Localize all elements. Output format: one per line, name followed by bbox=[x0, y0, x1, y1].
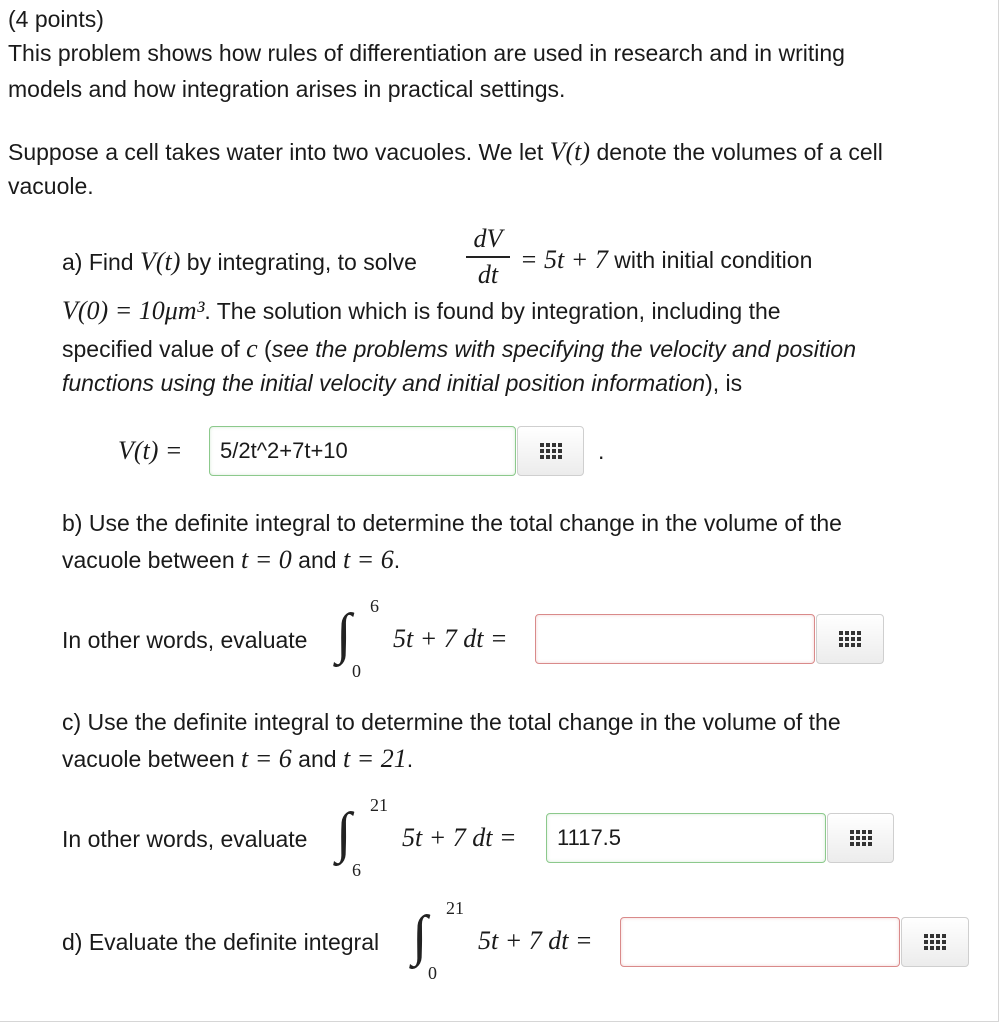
lower-limit-d: 0 bbox=[428, 963, 437, 983]
part-b-end: . bbox=[393, 547, 401, 573]
setup-text-a: Suppose a cell takes water into two vacuoles. We let bbox=[8, 139, 550, 165]
intro-line-1: This problem shows how rules of differentiation are used in research and in writing bbox=[8, 40, 845, 66]
setup-line-1 bbox=[8, 137, 883, 167]
part-c-evaluate: In other words, evaluate bbox=[62, 826, 308, 852]
part-c-cond-1: t = 6 bbox=[241, 744, 292, 773]
setup-line-2: vacuole. bbox=[8, 173, 94, 199]
palette-button-c[interactable] bbox=[827, 813, 894, 863]
integrand-d: 5t + 7 dt = bbox=[478, 926, 593, 955]
part-a-rhs bbox=[520, 245, 812, 275]
part-a-vt: V(t) bbox=[139, 247, 181, 276]
lower-limit-b: 0 bbox=[352, 661, 361, 681]
upper-limit-c: 21 bbox=[370, 795, 388, 815]
equation-palette-icon bbox=[839, 631, 861, 647]
part-a-lead: a) Find bbox=[62, 249, 140, 275]
fraction-denominator: dt bbox=[477, 259, 499, 289]
equation-palette-icon bbox=[924, 934, 946, 950]
part-a-line-2 bbox=[62, 296, 781, 326]
constant-c: c bbox=[246, 334, 258, 363]
integrand-b: 5t + 7 dt = bbox=[393, 624, 508, 653]
part-a-line-4-tail: ), is bbox=[705, 370, 743, 396]
upper-limit-d: 21 bbox=[446, 898, 464, 918]
integral-b-answer-input[interactable] bbox=[535, 614, 815, 664]
part-b-cond-1: t = 0 bbox=[241, 545, 292, 574]
setup-vt: V(t) bbox=[549, 137, 591, 166]
part-a-italic-2: functions using the initial velocity and initial position information bbox=[62, 370, 706, 396]
part-b-evaluate: In other words, evaluate bbox=[62, 627, 308, 653]
part-a-mid: by integrating, to solve bbox=[180, 249, 417, 275]
part-b-and: and bbox=[291, 547, 343, 573]
part-a-line-1 bbox=[62, 247, 417, 277]
integral-sign-d: ∫ bbox=[412, 905, 428, 967]
part-c-cond-2: t = 21 bbox=[342, 744, 407, 773]
points-label: (4 points) bbox=[8, 6, 104, 32]
intro-line-2: models and how integration arises in practical settings. bbox=[8, 76, 566, 102]
part-a-line-3-a: specified value of bbox=[62, 336, 247, 362]
part-c-line-2 bbox=[62, 744, 413, 774]
initial-condition: V(0) = 10μm³ bbox=[62, 296, 205, 325]
integrand-c: 5t + 7 dt = bbox=[402, 823, 517, 852]
equation-palette-icon bbox=[540, 443, 562, 459]
part-a-italic-1: see the problems with specifying the velocity and position bbox=[271, 336, 856, 362]
dv-dt-fraction bbox=[466, 224, 510, 290]
part-c-end: . bbox=[406, 746, 414, 772]
upper-limit-b: 6 bbox=[370, 596, 379, 616]
part-c-and: and bbox=[291, 746, 343, 772]
vt-answer-label: V(t) = bbox=[118, 436, 183, 465]
palette-button-b[interactable] bbox=[816, 614, 884, 664]
part-b-line-2-a: vacuole between bbox=[62, 547, 242, 573]
part-a-line-3 bbox=[62, 334, 856, 364]
part-a-line-4 bbox=[62, 370, 742, 397]
answer-period: . bbox=[598, 438, 605, 464]
palette-button-d[interactable] bbox=[901, 917, 969, 967]
vt-answer-input[interactable]: 5/2t^2+7t+10 bbox=[209, 426, 516, 476]
ode-rhs: = 5t + 7 bbox=[520, 245, 608, 274]
part-c-line-1: c) Use the definite integral to determine the total change in the volume of the bbox=[62, 709, 841, 735]
equation-palette-icon bbox=[850, 830, 872, 846]
part-b-line-2 bbox=[62, 545, 400, 575]
integral-d-answer-input[interactable] bbox=[620, 917, 900, 967]
integral-c-answer-input[interactable]: 1117.5 bbox=[546, 813, 826, 863]
part-a-tail: with initial condition bbox=[607, 247, 813, 273]
palette-button-a[interactable] bbox=[517, 426, 584, 476]
part-b-cond-2: t = 6 bbox=[342, 545, 394, 574]
integral-sign-c: ∫ bbox=[336, 802, 352, 864]
part-d-label: d) Evaluate the definite integral bbox=[62, 929, 380, 955]
part-a-line-2-tail: . The solution which is found by integration, including the bbox=[204, 298, 781, 324]
integral-sign-b: ∫ bbox=[336, 603, 352, 665]
setup-text-b: denote the volumes of a cell bbox=[590, 139, 883, 165]
open-paren: ( bbox=[257, 336, 272, 362]
fraction-numerator: dV bbox=[473, 224, 503, 253]
lower-limit-c: 6 bbox=[352, 860, 361, 880]
part-c-line-2-a: vacuole between bbox=[62, 746, 242, 772]
part-b-line-1: b) Use the definite integral to determine the total change in the volume of the bbox=[62, 510, 842, 536]
